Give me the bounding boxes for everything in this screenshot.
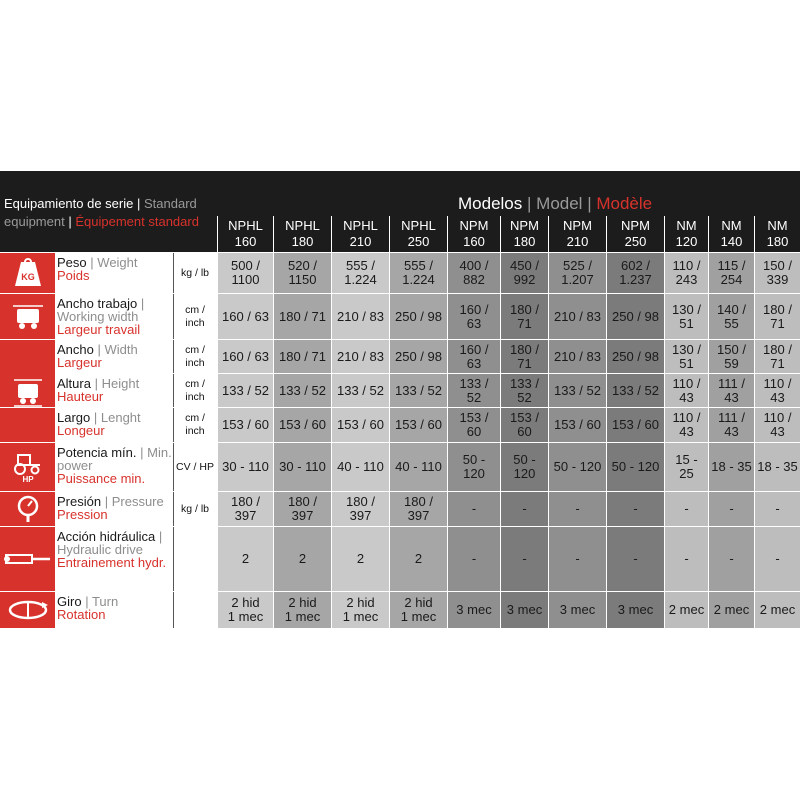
value-cell: 153 / 60 bbox=[500, 408, 548, 442]
value-cell: - bbox=[664, 492, 708, 526]
standard-equipment-title: Equipamiento de serie | Standard equipment | Équipement standard bbox=[4, 196, 199, 229]
model-header bbox=[389, 216, 447, 252]
value-cell: - bbox=[754, 492, 800, 526]
weight-kg-icon bbox=[0, 253, 55, 293]
value-cell: 180 / 71 bbox=[273, 340, 331, 373]
value-cell: 602 / 1.237 bbox=[606, 253, 664, 293]
value-cell: - bbox=[500, 492, 548, 526]
model-size: 250 bbox=[624, 234, 647, 249]
value-cell: 133 / 52 bbox=[447, 374, 500, 407]
value-cell: 450 / 992 bbox=[500, 253, 548, 293]
value-cell: 18 - 35 bbox=[754, 443, 800, 491]
model-header bbox=[708, 216, 754, 252]
pressure-gauge-icon bbox=[0, 492, 55, 526]
value-cell: 180 / 397 bbox=[331, 492, 389, 526]
row-label bbox=[57, 408, 172, 442]
model-size: 180 bbox=[513, 234, 536, 249]
value-cell: 500 / 1100 bbox=[217, 253, 273, 293]
unit-line: cm / bbox=[185, 377, 205, 390]
unit-line: inch bbox=[185, 316, 205, 329]
value-cell: - bbox=[708, 492, 754, 526]
svg-text:HP: HP bbox=[21, 475, 34, 483]
value-cell: 3 mec bbox=[500, 592, 548, 628]
model-series: NPHL bbox=[401, 218, 436, 233]
label-en: Weight bbox=[97, 255, 138, 270]
value-cell: 150 / 59 bbox=[708, 340, 754, 373]
label-fr: Largeur bbox=[57, 355, 102, 370]
label-separator: | bbox=[85, 594, 89, 609]
value-cell: 2 bbox=[389, 527, 447, 591]
model-series: NM bbox=[676, 218, 697, 233]
label-es: Ancho bbox=[57, 342, 94, 357]
model-size: 180 bbox=[291, 234, 314, 249]
value-cell: 133 / 52 bbox=[331, 374, 389, 407]
value-cell: 110 / 43 bbox=[664, 408, 708, 442]
model-size: 210 bbox=[566, 234, 589, 249]
value-cell: 50 - 120 bbox=[606, 443, 664, 491]
value-cell: 2 bbox=[273, 527, 331, 591]
row-label bbox=[57, 374, 172, 407]
row-label bbox=[57, 340, 172, 373]
value-cell: 250 / 98 bbox=[389, 294, 447, 339]
value-cell: - bbox=[606, 492, 664, 526]
value-cell: 400 / 882 bbox=[447, 253, 500, 293]
value-cell: - bbox=[548, 527, 606, 591]
value-cell: 153 / 60 bbox=[447, 408, 500, 442]
value-cell: 250 / 98 bbox=[606, 340, 664, 373]
label-es: Ancho trabajo bbox=[57, 296, 138, 311]
svg-text:KG: KG bbox=[20, 272, 35, 282]
model-header bbox=[664, 216, 708, 252]
table-row bbox=[0, 492, 800, 527]
value-cell: 30 - 110 bbox=[217, 443, 273, 491]
value-cell: 110 / 43 bbox=[754, 408, 800, 442]
value-cell: 210 / 83 bbox=[548, 340, 606, 373]
label-separator: | bbox=[90, 255, 94, 270]
unit-cell bbox=[173, 374, 216, 407]
label-es: Largo bbox=[57, 410, 91, 425]
models-title: Modelos | Model | Modèle bbox=[458, 194, 653, 213]
value-cell: 50 - 120 bbox=[548, 443, 606, 491]
label-fr: Entrainement hydr. bbox=[57, 555, 167, 570]
value-cell: 180 / 71 bbox=[754, 294, 800, 339]
row-label bbox=[57, 443, 172, 491]
label-fr: Poids bbox=[57, 268, 90, 283]
value-cell: 133 / 52 bbox=[273, 374, 331, 407]
value-cell: 520 / 1150 bbox=[273, 253, 331, 293]
label-en: Min. power bbox=[57, 445, 172, 473]
value-cell: 110 / 243 bbox=[664, 253, 708, 293]
model-header bbox=[500, 216, 548, 252]
unit-line: kg / lb bbox=[180, 502, 209, 515]
value-cell: 250 / 98 bbox=[389, 340, 447, 373]
label-es: Giro bbox=[57, 594, 82, 609]
row-label bbox=[57, 253, 172, 293]
unit-line: kg / lb bbox=[180, 266, 209, 279]
value-cell: 111 / 43 bbox=[708, 374, 754, 407]
model-header bbox=[754, 216, 800, 252]
value-cell: - bbox=[447, 492, 500, 526]
unit-cell bbox=[173, 592, 216, 628]
label-line bbox=[57, 530, 172, 556]
model-header bbox=[606, 216, 664, 252]
value-cell: 2 mec bbox=[708, 592, 754, 628]
value-cell: 18 - 35 bbox=[708, 443, 754, 491]
label-fr: Hauteur bbox=[57, 389, 104, 404]
label-es: Presión bbox=[57, 494, 102, 509]
value-cell: - bbox=[548, 492, 606, 526]
label-separator: | bbox=[97, 342, 101, 357]
value-cell: 160 / 63 bbox=[447, 340, 500, 373]
value-cell: 555 / 1.224 bbox=[389, 253, 447, 293]
value-cell: 153 / 60 bbox=[606, 408, 664, 442]
model-series: NPM bbox=[510, 218, 539, 233]
label-en: Lenght bbox=[100, 410, 141, 425]
value-cell: 130 / 51 bbox=[664, 340, 708, 373]
model-header bbox=[331, 216, 389, 252]
table-row bbox=[0, 374, 800, 408]
value-cell: 2 hid 1 mec bbox=[389, 592, 447, 628]
value-cell: 2 bbox=[331, 527, 389, 591]
model-size: 160 bbox=[234, 234, 257, 249]
unit-cell bbox=[173, 408, 216, 442]
label-separator: | bbox=[140, 296, 145, 311]
value-cell: 150 / 339 bbox=[754, 253, 800, 293]
value-cell: 180 / 71 bbox=[754, 340, 800, 373]
row-icon-cell bbox=[0, 408, 55, 442]
equipment-en: Standard equipment bbox=[4, 196, 197, 229]
label-separator: | bbox=[104, 494, 109, 509]
unit-cell bbox=[173, 443, 216, 491]
label-en: Hydraulic drive bbox=[57, 542, 143, 557]
label-separator: | bbox=[93, 410, 98, 425]
model-header bbox=[447, 216, 500, 252]
unit-line: CV / HP bbox=[176, 460, 214, 473]
rotation-icon bbox=[0, 592, 55, 628]
value-cell: 180 / 397 bbox=[217, 492, 273, 526]
unit-cell bbox=[173, 340, 216, 373]
label-line bbox=[57, 446, 172, 472]
row-icon-cell bbox=[0, 374, 55, 407]
model-header bbox=[548, 216, 606, 252]
value-cell: 140 / 55 bbox=[708, 294, 754, 339]
equipment-es: Equipamiento de serie bbox=[4, 196, 134, 211]
model-series: NPM bbox=[621, 218, 650, 233]
label-separator: | bbox=[158, 529, 163, 544]
value-cell: 2 hid 1 mec bbox=[217, 592, 273, 628]
value-cell: 3 mec bbox=[548, 592, 606, 628]
value-cell: 180 / 397 bbox=[389, 492, 447, 526]
unit-line: cm / bbox=[185, 412, 205, 424]
value-cell: 110 / 43 bbox=[664, 374, 708, 407]
value-cell: 160 / 63 bbox=[217, 340, 273, 373]
row-label bbox=[57, 294, 172, 339]
value-cell: 153 / 60 bbox=[548, 408, 606, 442]
label-es: Altura bbox=[57, 376, 91, 391]
model-series: NPHL bbox=[285, 218, 320, 233]
value-cell: 133 / 52 bbox=[217, 374, 273, 407]
unit-cell bbox=[173, 294, 216, 339]
value-cell: 115 / 254 bbox=[708, 253, 754, 293]
value-cell: 180 / 71 bbox=[273, 294, 331, 339]
label-fr: Puissance min. bbox=[57, 471, 146, 486]
model-series: NPHL bbox=[228, 218, 263, 233]
table-header bbox=[0, 171, 800, 252]
label-es: Potencia mín. bbox=[57, 445, 137, 460]
label-fr: Longeur bbox=[57, 423, 105, 438]
model-size: 180 bbox=[766, 234, 789, 249]
unit-cell bbox=[173, 253, 216, 293]
value-cell: 153 / 60 bbox=[389, 408, 447, 442]
value-cell: 133 / 52 bbox=[606, 374, 664, 407]
value-cell: 2 hid 1 mec bbox=[273, 592, 331, 628]
unit-cell bbox=[173, 492, 216, 526]
value-cell: 111 / 43 bbox=[708, 408, 754, 442]
value-cell: 210 / 83 bbox=[331, 340, 389, 373]
value-cell: 2 mec bbox=[754, 592, 800, 628]
model-size: 140 bbox=[720, 234, 743, 249]
model-series: NM bbox=[721, 218, 742, 233]
table-row bbox=[0, 253, 800, 294]
unit-cell bbox=[173, 527, 216, 591]
value-cell: 160 / 63 bbox=[217, 294, 273, 339]
value-cell: 40 - 110 bbox=[331, 443, 389, 491]
row-label bbox=[57, 592, 172, 628]
unit-line: inch bbox=[185, 425, 205, 437]
table-row bbox=[0, 527, 800, 592]
table-row bbox=[0, 340, 800, 374]
label-separator: | bbox=[94, 376, 98, 391]
label-es: Acción hidráulica bbox=[57, 529, 156, 544]
value-cell: 153 / 60 bbox=[273, 408, 331, 442]
unit-line: cm / bbox=[185, 343, 205, 356]
label-en: Working width bbox=[57, 309, 139, 324]
value-cell: 50 - 120 bbox=[500, 443, 548, 491]
value-cell: 180 / 71 bbox=[500, 294, 548, 339]
value-cell: - bbox=[447, 527, 500, 591]
value-cell: 110 / 43 bbox=[754, 374, 800, 407]
value-cell: 50 - 120 bbox=[447, 443, 500, 491]
value-cell: 3 mec bbox=[606, 592, 664, 628]
value-cell: 2 bbox=[217, 527, 273, 591]
models-fr: Modèle bbox=[596, 194, 653, 213]
label-fr: Pression bbox=[57, 507, 108, 522]
value-cell: 30 - 110 bbox=[273, 443, 331, 491]
equipment-fr: Équipement standard bbox=[75, 214, 199, 229]
table-row bbox=[0, 294, 800, 340]
value-cell: - bbox=[606, 527, 664, 591]
label-en: Pressure bbox=[111, 494, 164, 509]
value-cell: 2 mec bbox=[664, 592, 708, 628]
working-width-icon bbox=[0, 294, 55, 339]
tractor-hp-icon bbox=[0, 443, 55, 491]
table-row bbox=[0, 592, 800, 629]
model-size: 210 bbox=[349, 234, 372, 249]
models-en: Model bbox=[536, 194, 583, 213]
value-cell: 180 / 397 bbox=[273, 492, 331, 526]
models-es: Modelos bbox=[458, 194, 523, 213]
label-separator: | bbox=[140, 445, 144, 460]
row-label bbox=[57, 527, 172, 591]
value-cell: 210 / 83 bbox=[331, 294, 389, 339]
value-cell: 525 / 1.207 bbox=[548, 253, 606, 293]
value-cell: 180 / 71 bbox=[500, 340, 548, 373]
label-fr: Rotation bbox=[57, 607, 106, 622]
value-cell: - bbox=[500, 527, 548, 591]
model-series: NPM bbox=[563, 218, 592, 233]
value-cell: 250 / 98 bbox=[606, 294, 664, 339]
value-cell: 133 / 52 bbox=[500, 374, 548, 407]
table-row bbox=[0, 408, 800, 443]
value-cell: 210 / 83 bbox=[548, 294, 606, 339]
label-en: Turn bbox=[91, 594, 119, 609]
model-series: NPHL bbox=[343, 218, 378, 233]
label-en: Width bbox=[104, 342, 138, 357]
value-cell: - bbox=[754, 527, 800, 591]
value-cell: 555 / 1.224 bbox=[331, 253, 389, 293]
value-cell: - bbox=[708, 527, 754, 591]
model-header bbox=[217, 216, 273, 252]
unit-line: cm / bbox=[185, 303, 205, 316]
value-cell: - bbox=[664, 527, 708, 591]
value-cell: 40 - 110 bbox=[389, 443, 447, 491]
value-cell: 3 mec bbox=[447, 592, 500, 628]
spec-table bbox=[0, 171, 800, 629]
model-header bbox=[273, 216, 331, 252]
model-size: 250 bbox=[407, 234, 430, 249]
value-cell: 160 / 63 bbox=[447, 294, 500, 339]
value-cell: 133 / 52 bbox=[389, 374, 447, 407]
model-size: 160 bbox=[463, 234, 485, 249]
value-cell: 2 hid 1 mec bbox=[331, 592, 389, 628]
value-cell: 153 / 60 bbox=[331, 408, 389, 442]
label-en: Height bbox=[101, 376, 140, 391]
unit-line: inch bbox=[185, 390, 205, 403]
model-size: 120 bbox=[675, 234, 698, 249]
label-line bbox=[57, 297, 172, 323]
value-cell: 133 / 52 bbox=[548, 374, 606, 407]
model-series: NPM bbox=[459, 218, 489, 233]
value-cell: 153 / 60 bbox=[217, 408, 273, 442]
model-series: NM bbox=[767, 218, 788, 233]
table-row bbox=[0, 443, 800, 492]
row-label bbox=[57, 492, 172, 526]
label-es: Peso bbox=[57, 255, 87, 270]
value-cell: 15 - 25 bbox=[664, 443, 708, 491]
label-fr: Largeur travail bbox=[57, 322, 141, 337]
hydraulic-cylinder-icon bbox=[0, 527, 55, 591]
value-cell: 130 / 51 bbox=[664, 294, 708, 339]
unit-line: inch bbox=[185, 356, 205, 369]
